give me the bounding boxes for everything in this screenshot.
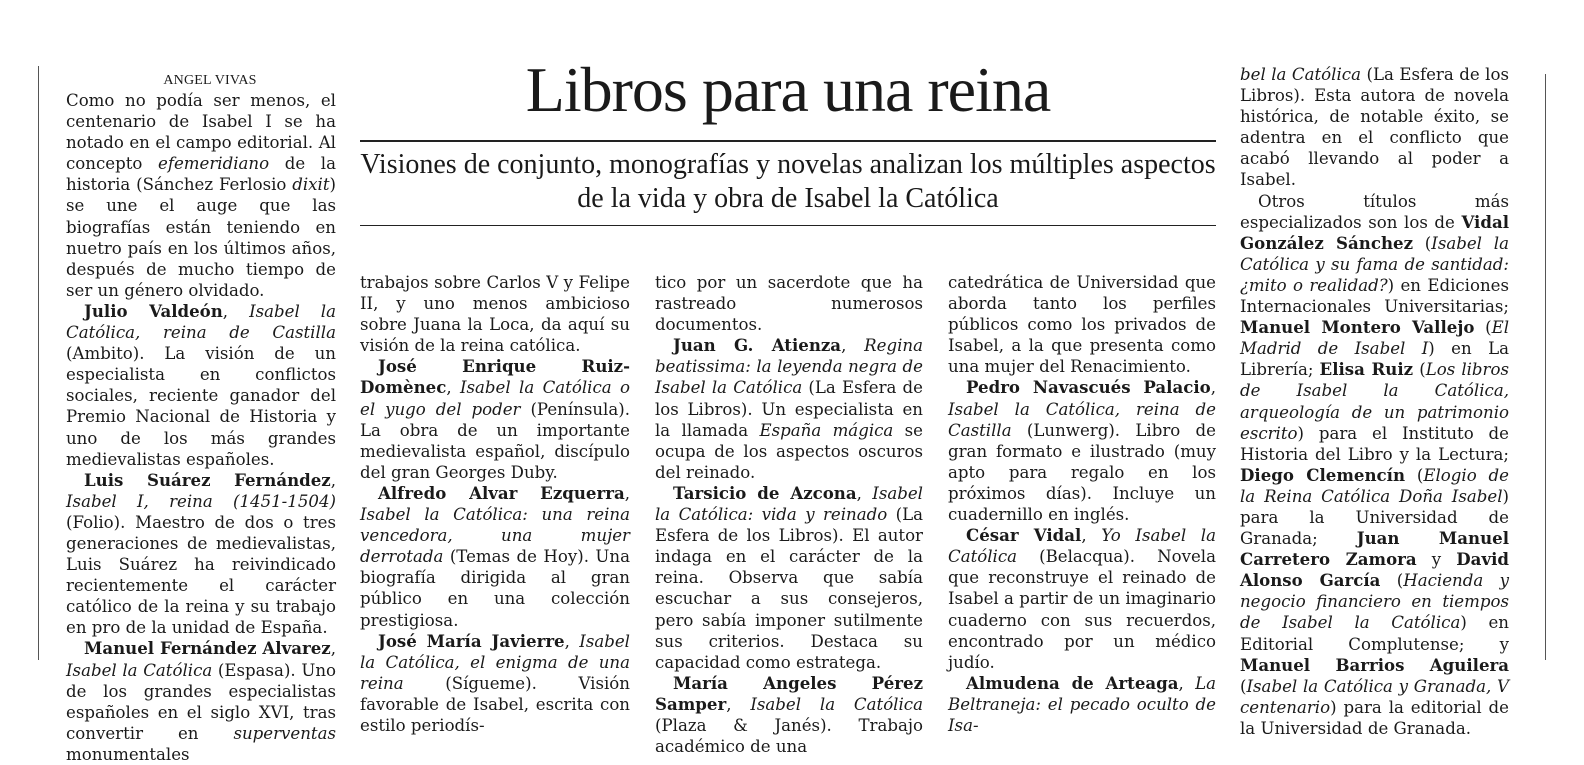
author-name: Luis Suárez Fernández <box>84 469 331 490</box>
book-title: Isabel I, reina (1451-1504) <box>66 491 336 511</box>
author-name: Elisa Ruiz <box>1319 359 1414 380</box>
author-name: Pedro Navascués Palacio <box>966 377 1211 398</box>
paragraph-text: , <box>446 378 460 398</box>
column-1-body <box>66 90 336 765</box>
column-5-body <box>1240 64 1509 739</box>
book-title: Isabel la Católica y Granada, V centenario <box>1240 676 1509 717</box>
paragraph-text: (Temas de Hoy). Una biografía dirigida al gran público en una colección prestigiosa. <box>360 547 630 630</box>
paragraph-text: , <box>330 470 336 490</box>
paragraph-text: , <box>624 483 630 503</box>
book-title: Isabel la Católica: una reina vencedora, una mujer derrotada <box>360 505 630 567</box>
paragraph-text: ) se une el auge que las biografías están teniendo en nuetro país en los últimos años, después de mucho tiempo de ser un género olvidado. <box>66 175 336 300</box>
book-title: La Beltraneja: el pecado oculto de Isa- <box>948 673 1216 735</box>
book-title: Elogio de la Reina Católica Doña Isabel <box>1240 465 1509 506</box>
book-title: Isabel la Católica <box>750 694 923 714</box>
paragraph-text: (La Esfera de los Libros). Esta autora de novela histórica, de notable éxito, se adentra en el conflicto que acabó llevando al poder a Isabel. <box>1240 65 1509 190</box>
paragraph-text: , <box>222 301 250 321</box>
headline-rule-top <box>360 140 1216 142</box>
paragraph-text: ( <box>1405 465 1424 485</box>
article-column-4 <box>948 272 1216 736</box>
article-column-5 <box>1240 64 1509 739</box>
book-title: dixit <box>292 175 330 195</box>
author-name: José María Javierre <box>378 630 565 651</box>
paragraph-text: (Plaza & Janés). Trabajo académico de una <box>655 715 923 757</box>
author-name: Manuel Montero Vallejo <box>1240 317 1475 338</box>
paragraph-text: (Espasa). Uno de los grandes especialistas españoles en el siglo XVI, tras convertir en <box>66 660 336 743</box>
book-title: bel la Católica <box>1240 65 1361 84</box>
paragraph <box>360 356 630 483</box>
paragraph <box>948 673 1216 736</box>
paragraph <box>360 272 630 356</box>
byline: ANGEL VIVAS <box>163 73 257 88</box>
paragraph-text: , <box>841 336 865 356</box>
book-title: Los libros de Isabel la Católica, arqueología de un patrimonio escrito <box>1240 360 1509 443</box>
author-name: Almudena de Arteaga <box>966 672 1179 693</box>
paragraph <box>655 272 923 335</box>
paragraph <box>655 483 923 673</box>
paragraph-text: (Ambito). La visión de un especialista en conflictos sociales, reciente ganador del Premio Nacional de Historia y uno de los más grandes medievalistas españoles. <box>66 344 336 469</box>
paragraph-text: ( <box>1474 318 1492 338</box>
paragraph-text: monumentales <box>66 744 190 764</box>
book-title: Isabel la Católica: vida y reinado <box>655 483 923 525</box>
paragraph-text: ( <box>1413 233 1432 253</box>
author-name: Alfredo Alvar Ezquerra <box>378 482 625 503</box>
author-name: Vidal González Sánchez <box>1240 211 1509 253</box>
paragraph <box>66 638 336 765</box>
book-title: Regina beatissima: la leyenda negra de Isabel la Católica <box>655 336 923 398</box>
paragraph-text: y <box>1416 550 1457 570</box>
paragraph <box>66 470 336 639</box>
author-name: María Angeles Pérez Samper <box>655 672 923 714</box>
paragraph-text: , <box>330 639 336 659</box>
author-name: Manuel Barrios Aguilera <box>1240 654 1509 675</box>
paragraph <box>948 272 1216 377</box>
paragraph <box>66 301 336 470</box>
paragraph-text: (Península). La obra de un importante medievalista español, discípulo del gran Georges Duby. <box>360 399 630 482</box>
paragraph <box>948 525 1216 673</box>
book-title: Isabel la Católica, reina de Castilla <box>948 399 1216 440</box>
paragraph <box>66 90 336 301</box>
paragraph <box>655 335 923 483</box>
paragraph-text: Otros títulos más especializados son los de <box>1240 191 1509 232</box>
author-name: Tarsicio de Azcona <box>673 482 857 503</box>
author-name: Diego Clemencín <box>1240 464 1406 485</box>
article-column-2 <box>360 272 630 736</box>
author-name: David Alonso García <box>1240 549 1509 591</box>
book-title: superventas <box>233 723 336 743</box>
article-column-1 <box>66 72 336 765</box>
paragraph-text: (Lunwerg). Libro de gran formato e ilustrado (muy apto para regalo en los próximos días). Incluye un cuadernillo en inglés. <box>948 420 1216 525</box>
headline: Libros para una reina <box>525 54 1051 125</box>
subheadline: Visiones de conjunto, monografías y novelas analizan los múltiples aspectos de la vida y obra de Isabel la Católica <box>360 149 1216 214</box>
column-2-body <box>360 272 630 736</box>
paragraph-text: ) en La Librería; <box>1240 339 1509 380</box>
book-title: Isabel la Católica <box>66 660 213 680</box>
paragraph-text: trabajos sobre Carlos V y Felipe II, y uno menos ambicioso sobre Juana la Loca, da aquí su visión de la reina católica. <box>360 273 630 356</box>
paragraph-text: ( <box>1380 571 1404 591</box>
paragraph <box>948 377 1216 525</box>
paragraph <box>360 631 630 736</box>
paragraph-text: ) para la Universidad de Granada; <box>1240 486 1509 549</box>
paragraph-text: (Sígueme). Visión favorable de Isabel, escrita con estilo periodís- <box>360 673 630 735</box>
book-title: Isabel la Católica o el yugo del poder <box>360 378 630 419</box>
paragraph-text: , <box>1081 526 1102 546</box>
paragraph-text: , <box>726 694 751 714</box>
paragraph <box>1240 191 1509 739</box>
paragraph-text: (Belacqua). Novela que reconstruye el reinado de Isabel a partir de un imaginario cuaderno con sus recuerdos, encontrado por un médico judío. <box>948 547 1216 672</box>
book-title: Isabel la Católica y su fama de santidad: ¿mito o realidad? <box>1240 233 1509 295</box>
paragraph-text: ( <box>1413 360 1426 380</box>
book-title: Isabel la Católica, reina de Castilla <box>66 301 336 343</box>
paragraph-text: ) en Ediciones Internacionales Universitarias; <box>1240 275 1509 317</box>
paragraph <box>360 483 630 631</box>
paragraph-text: ) en Editorial Complutense; y <box>1240 613 1509 654</box>
column-rule-left <box>38 66 39 660</box>
paragraph-text: ) para el Instituto de Historia del Libro y la Lectura; <box>1240 423 1509 464</box>
paragraph-text: ) para la editorial de la Universidad de Granada. <box>1240 697 1509 738</box>
paragraph-text: ( <box>1240 676 1247 696</box>
author-name: César Vidal <box>966 525 1082 546</box>
paragraph-text: se ocupa de los aspectos oscuros del reinado. <box>655 420 923 482</box>
book-title: Isabel la Católica, el enigma de una reina <box>360 631 630 693</box>
paragraph-text: , <box>1178 673 1196 693</box>
paragraph <box>1240 64 1509 191</box>
paragraph-text: tico por un sacerdote que ha rastreado numerosos documentos. <box>655 273 923 335</box>
column-4-body <box>948 272 1216 736</box>
column-3-body <box>655 272 923 757</box>
column-rule-right <box>1545 74 1546 660</box>
paragraph-text: catedrática de Universidad que aborda tanto los perfiles públicos como los privados de Isabel, a la que presenta como una mujer del Renacimiento. <box>948 273 1216 377</box>
author-name: Manuel Fernández Alvarez <box>84 638 331 659</box>
paragraph-text: Como no podía ser menos, el centenario de Isabel I se ha notado en el campo editorial. Al concepto <box>66 91 336 174</box>
paragraph-text: (Folio). Maestro de dos o tres generaciones de medievalistas, Luis Suárez ha reivindicado recientemente el carácter católico de la reina y su trabajo en pro de la unidad de España. <box>66 512 336 638</box>
book-title: España mágica <box>759 420 894 440</box>
book-title: Hacienda y negocio financiero en tiempos de Isabel la Católica <box>1240 571 1509 633</box>
author-name: Julio Valdeón <box>84 300 223 321</box>
headline-rule-bottom <box>360 225 1216 226</box>
paragraph-text: , <box>1210 378 1216 398</box>
paragraph-text: (La Esfera de los Libros). Un especialista en la llamada <box>655 378 923 440</box>
book-title: Yo Isabel la Católica <box>948 526 1216 567</box>
book-title: efemeridiano <box>158 154 270 174</box>
paragraph-text: de la historia (Sánchez Ferlosio <box>66 154 336 195</box>
article-column-3 <box>655 272 923 757</box>
book-title: El Madrid de Isabel I <box>1240 318 1510 359</box>
paragraph-text: , <box>856 483 873 503</box>
paragraph-text: (La Esfera de los Libros). El autor indaga en el carácter de la reina. Observa que sabía escuchar a sus consejeros, pero sabía imponer sutilmente sus criterios. Destaca su capacidad como estratega. <box>655 505 923 672</box>
author-name: Juan Manuel Carretero Zamora <box>1240 528 1510 570</box>
author-name: José Enrique Ruiz-Domènec <box>360 356 630 398</box>
author-name: Juan G. Atienza <box>673 335 842 356</box>
paragraph-text: , <box>564 631 580 651</box>
paragraph <box>655 673 923 757</box>
